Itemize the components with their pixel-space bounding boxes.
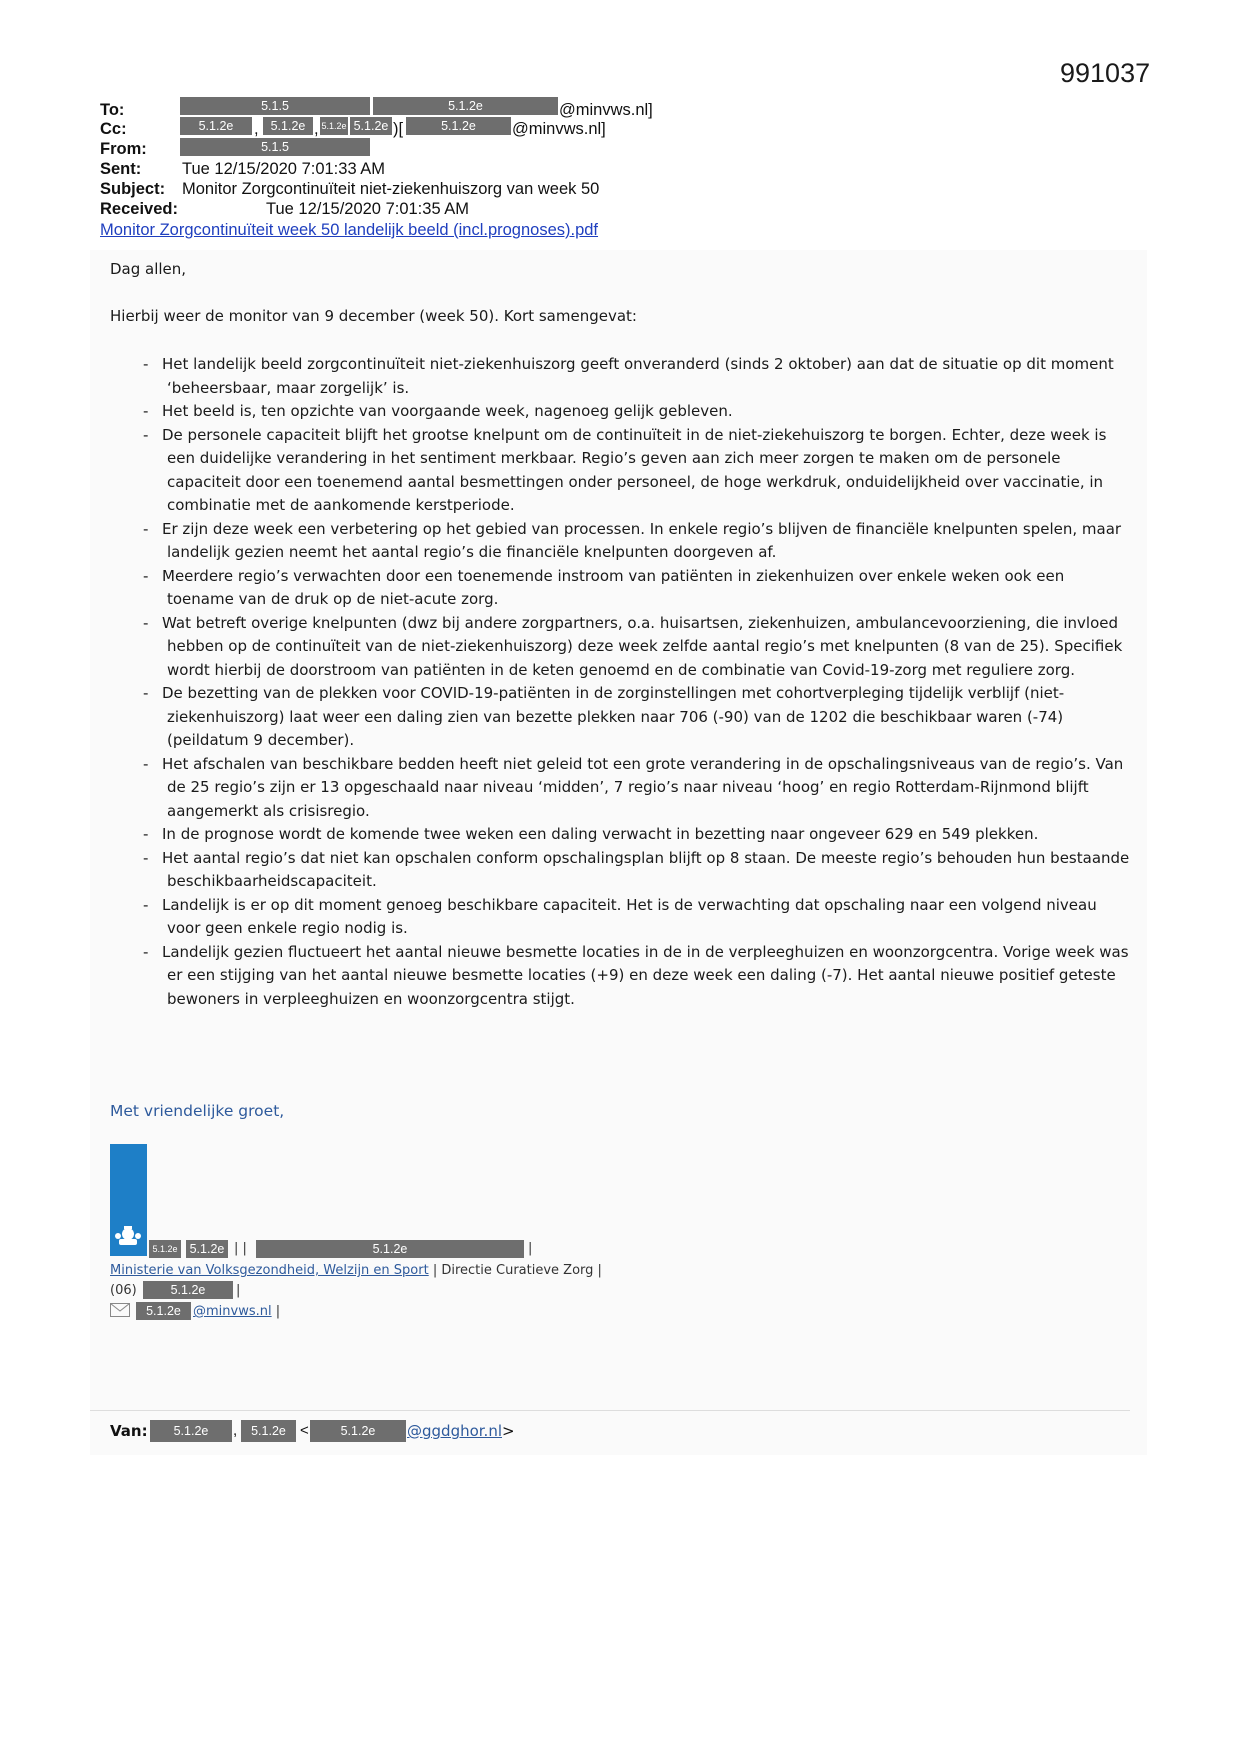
cc-label: Cc:	[100, 120, 127, 138]
list-item: - Het landelijk beeld zorgcontinuïteit niet-ziekenhuiszorg geeft onveranderd (sinds 2 oktober) aan dat de situatie op dit moment ‘beheersbaar, maar zorgelijk’ is.	[143, 355, 1114, 397]
to-suffix: @minvws.nl]	[559, 101, 653, 119]
redaction-block: 5.1.5	[180, 97, 370, 115]
closing-greeting: Met vriendelijke groet,	[110, 1102, 285, 1120]
redaction-block: 5.1.2e	[143, 1281, 233, 1299]
forward-bracket-close: >	[502, 1422, 515, 1440]
mail-icon	[110, 1303, 130, 1322]
forward-email-link[interactable]: @ggdghor.nl	[407, 1422, 503, 1440]
received-value: Tue 12/15/2020 7:01:35 AM	[266, 200, 470, 218]
forward-separator: ,	[233, 1422, 238, 1439]
intro-text: Hierbij weer de monitor van 9 december (week 50). Kort samengevat:	[110, 307, 637, 325]
redaction-block: 5.1.5	[180, 138, 370, 156]
bullet-dash: -	[143, 825, 149, 843]
redaction-block: 5.1.2e	[310, 1420, 406, 1442]
email-link[interactable]: @minvws.nl	[193, 1304, 272, 1319]
cc-separator: ,	[314, 120, 319, 138]
from-label: From:	[100, 140, 147, 158]
list-item: - Landelijk is er op dit moment genoeg beschikbare capaciteit. Het is de verwachting dat opschaling naar een volgend niveau voor geen enkele regio nodig is.	[143, 895, 1097, 937]
bullet-dash: -	[143, 566, 149, 585]
redaction-block: 5.1.2e	[406, 117, 511, 135]
redaction-block: 5.1.2e	[241, 1420, 296, 1442]
ministry-row	[110, 1263, 602, 1278]
bullet-dash: -	[143, 942, 149, 961]
redaction-block: 5.1.2e	[350, 117, 392, 135]
received-label: Received:	[100, 200, 178, 218]
bullet-dash: -	[143, 848, 149, 867]
email-row	[193, 1304, 280, 1319]
redaction-block: 5.1.2e	[149, 1240, 181, 1258]
to-label: To:	[100, 101, 125, 119]
list-item: - Het aantal regio’s dat niet kan opschalen conform opschalingsplan blijft op 8 staan. De meeste regio’s behouden hun bestaande beschikbaarheidscapaciteit.	[143, 848, 1130, 890]
divider	[90, 1410, 1130, 1411]
bullet-dash: -	[143, 613, 149, 632]
forward-label: Van:	[110, 1422, 148, 1440]
phone-prefix: (06)	[110, 1283, 137, 1298]
bullet-dash: -	[143, 895, 149, 914]
cc-separator: ,	[254, 120, 259, 138]
list-item: - Het beeld is, ten opzichte van voorgaande week, nagenoeg gelijk gebleven.	[110, 400, 1135, 424]
cc-suffix: @minvws.nl]	[512, 120, 606, 138]
signature-separator: | |	[234, 1241, 247, 1256]
redaction-block: 5.1.2e	[136, 1302, 191, 1320]
attachment-link[interactable]: Monitor Zorgcontinuïteit week 50 landelijk beeld (incl.prognoses).pdf	[100, 221, 599, 239]
list-item: - De personele capaciteit blijft het grootse knelpunt om de continuïteit in de niet-ziekehuiszorg te borgen. Echter, deze week is een duidelijke verandering in het sentiment merkbaar. Regio’s geven aan zich meer zorgen te maken om de personele capaciteit door een toenemend aantal besmettingen onder personeel, de hoge werkdruk, onduidelijkheid over vaccinatie, in combinatie met de aankomende kerstperiode.	[143, 425, 1107, 514]
list-item: - Er zijn deze week een verbetering op het gebied van processen. In enkele regio’s blijven de financiële knelpunten spelen, maar landelijk gezien neemt het aantal regio’s die financiële knelpunten doorgeven af.	[143, 519, 1122, 561]
forward-bracket-open: <	[300, 1422, 309, 1439]
sent-label: Sent:	[100, 160, 142, 178]
list-item: - Landelijk gezien fluctueert het aantal nieuwe besmette locaties in de in de verpleeghuizen en woonzorgcentra. Vorige week was er een stijging van het aantal nieuwe besmette locaties (+9) en deze week een daling (-7). Het aantal nieuwe positief geteste bewoners in verpleeghuizen en woonzorgcentra stijgt.	[143, 942, 1129, 1008]
bullet-dash: -	[143, 355, 149, 373]
phone-separator: |	[236, 1283, 241, 1298]
bullet-dash: -	[143, 754, 149, 773]
bullet-dash: -	[143, 402, 149, 420]
list-item: - Meerdere regio’s verwachten door een toenemende instroom van patiënten in ziekenhuizen over enkele weken ook een toename van de druk op de niet-acute zorg.	[143, 566, 1065, 608]
bullet-dash: -	[143, 425, 149, 444]
summary-list	[110, 353, 1135, 1011]
bullet-dash: -	[143, 519, 149, 538]
redaction-block: 5.1.2e	[186, 1240, 228, 1258]
ministry-link[interactable]: Ministerie van Volksgezondheid, Welzijn en Sport	[110, 1263, 429, 1278]
subject-value: Monitor Zorgcontinuïteit niet-ziekenhuiszorg van week 50	[182, 180, 600, 198]
list-item: - Wat betreft overige knelpunten (dwz bij andere zorgpartners, o.a. huisartsen, ziekenhuizen, ambulancevoorziening, die invloed hebben op de continuïteit van de niet-ziekenhuiszorg) deze week zelfde aantal regio’s met knelpunten (8 van de 25). Specifiek wordt hierbij de doorstroom van patiënten in de keten genoemd en de combinatie van Covid-19-zorg met reguliere zorg.	[143, 613, 1123, 679]
email-separator: |	[275, 1304, 281, 1319]
redaction-block: 5.1.2e	[263, 117, 313, 135]
list-item: - Het afschalen van beschikbare bedden heeft niet geleid tot een grote verandering in de opschalingsniveaus van de regio’s. Van de 25 regio’s zijn er 13 opgeschaald naar niveau ‘midden’, 7 regio’s naar niveau ‘hoog’ en regio Rotterdam-Rijnmond blijft aangemerkt als crisisregio.	[143, 754, 1124, 820]
redaction-block: 5.1.2e	[320, 117, 348, 135]
salutation: Dag allen,	[110, 260, 187, 278]
subject-label: Subject:	[100, 180, 166, 198]
forward-email	[407, 1422, 515, 1440]
redaction-block: 5.1.2e	[150, 1420, 232, 1442]
redaction-block: 5.1.2e	[373, 97, 558, 115]
crest-icon	[110, 1144, 147, 1256]
list-item: - In de prognose wordt de komende twee weken een daling verwacht in bezetting naar ongeveer 629 en 549 plekken.	[110, 823, 1135, 847]
sent-value: Tue 12/15/2020 7:01:33 AM	[182, 160, 386, 178]
list-item: - De bezetting van de plekken voor COVID-19-patiënten in de zorginstellingen met cohortverpleging tijdelijk verblijf (niet-ziekenhuiszorg) laat weer een daling zien van bezette plekken naar 706 (-90) van de 1202 die beschikbaar waren (-74) (peildatum 9 december).	[143, 684, 1065, 749]
signature-separator: |	[528, 1241, 533, 1256]
directorate: | Directie Curatieve Zorg |	[432, 1263, 602, 1278]
bullet-dash: -	[143, 684, 149, 702]
document-id: 991037	[1060, 58, 1151, 88]
government-logo	[110, 1144, 147, 1256]
redaction-block: 5.1.2e	[180, 117, 252, 135]
cc-bracket: )[	[393, 120, 404, 138]
redaction-block: 5.1.2e	[256, 1240, 524, 1258]
